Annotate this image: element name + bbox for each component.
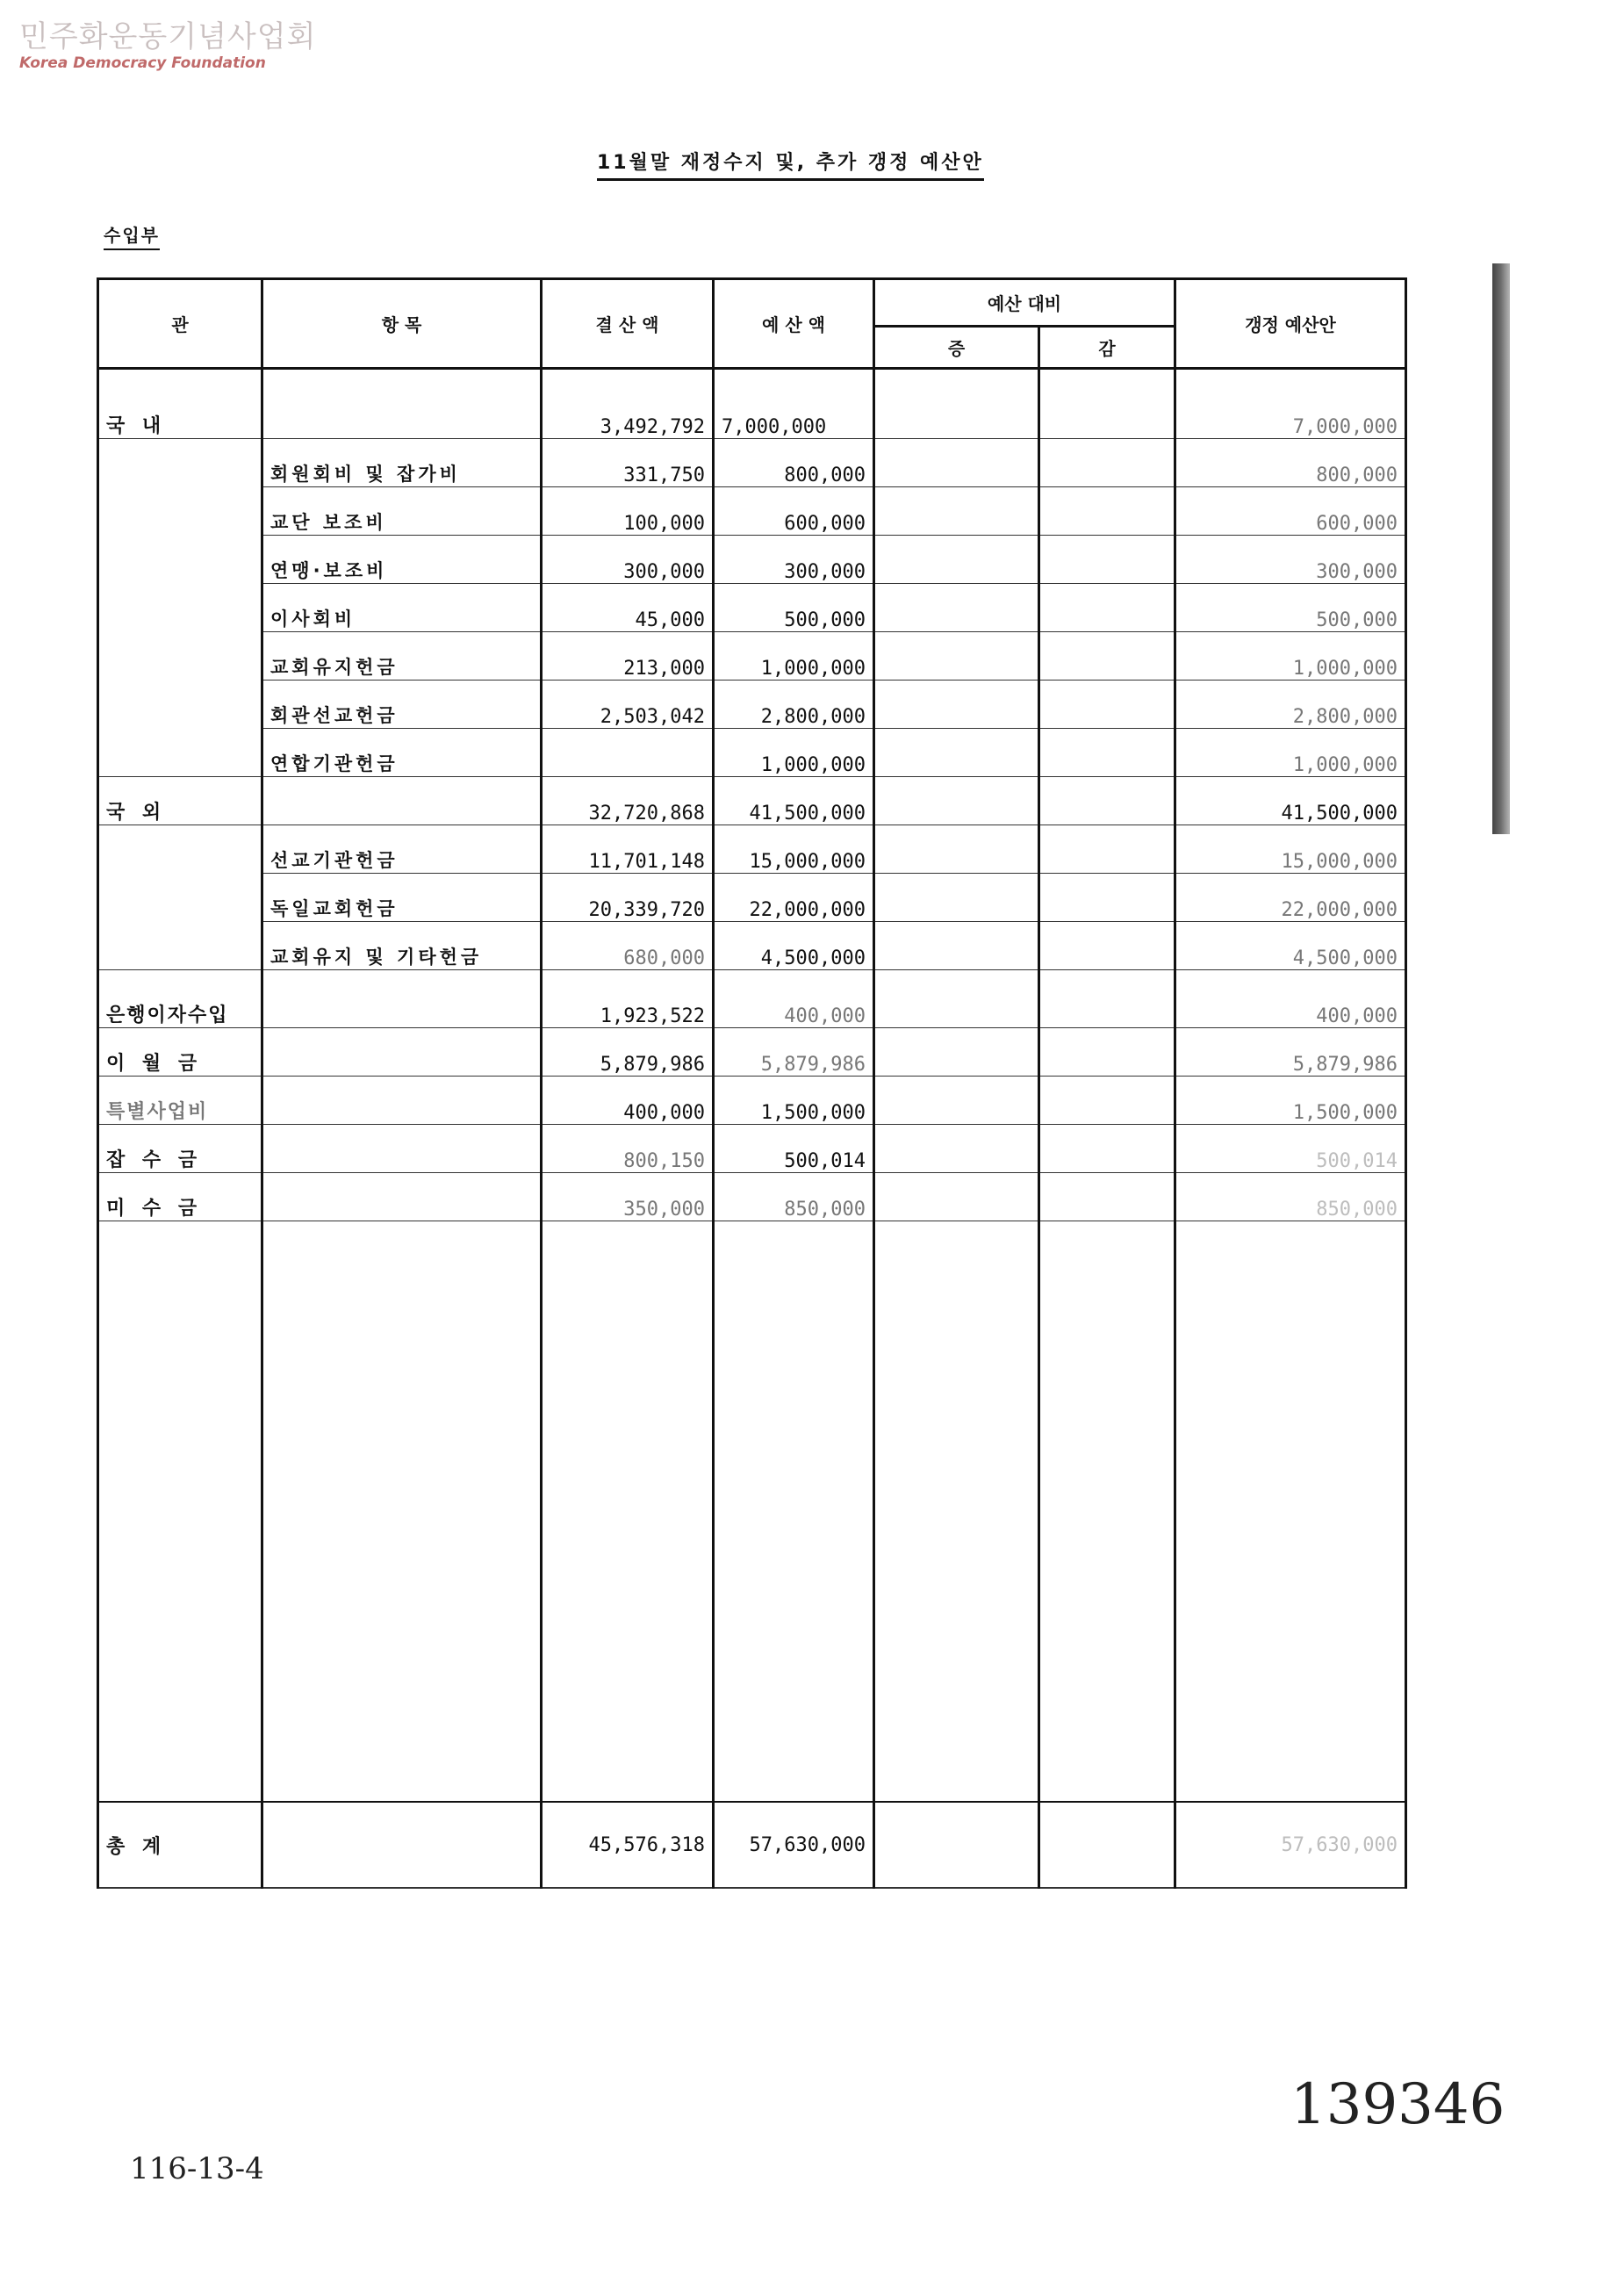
total-increase: [874, 1802, 1039, 1888]
row-budget: 4,500,000: [714, 922, 874, 970]
blank-rows: [98, 1221, 1406, 1803]
row-increase: [874, 874, 1039, 922]
table-row: [98, 487, 1406, 536]
row-increase: [874, 1077, 1039, 1125]
row-revised: 500,014: [1175, 1125, 1406, 1173]
row-settled: 20,339,720: [542, 874, 714, 922]
row-settled: 800,150: [542, 1125, 714, 1173]
row-budget: 800,000: [714, 439, 874, 487]
table-row: [98, 584, 1406, 632]
row-settled: 32,720,868: [542, 777, 714, 825]
row-decrease: [1039, 1125, 1175, 1173]
total-category: 총 계: [98, 1802, 262, 1888]
row-budget: 15,000,000: [714, 825, 874, 874]
header-increase: 증: [874, 327, 1039, 369]
row-category: 국 외: [98, 777, 262, 825]
table-row: [98, 729, 1406, 777]
row-budget: 400,000: [714, 970, 874, 1028]
row-increase: [874, 632, 1039, 681]
header-decrease: 감: [1039, 327, 1175, 369]
scan-edge-mark: [1492, 263, 1510, 834]
row-settled: 2,503,042: [542, 681, 714, 729]
total-decrease: [1039, 1802, 1175, 1888]
row-decrease: [1039, 536, 1175, 584]
document-title: 11월말 재정수지 및, 추가 갱정 예산안: [597, 148, 984, 181]
handwritten-page-number: 139346: [1290, 2072, 1505, 2137]
row-decrease: [1039, 922, 1175, 970]
row-decrease: [1039, 584, 1175, 632]
row-settled: 45,000: [542, 584, 714, 632]
row-item: [262, 369, 542, 439]
row-increase: [874, 1028, 1039, 1077]
row-revised: 4,500,000: [1175, 922, 1406, 970]
row-settled: 1,923,522: [542, 970, 714, 1028]
table-row: [98, 825, 1406, 874]
row-item: [262, 970, 542, 1028]
row-decrease: [1039, 369, 1175, 439]
watermark-korean: 민주화운동기념사업회: [19, 19, 317, 54]
row-category: [98, 487, 262, 536]
row-revised: 600,000: [1175, 487, 1406, 536]
watermark-english: Korea Democracy Foundation: [19, 54, 266, 72]
row-decrease: [1039, 1077, 1175, 1125]
row-decrease: [1039, 487, 1175, 536]
row-decrease: [1039, 1028, 1175, 1077]
row-item: 연합기관헌금: [262, 729, 542, 777]
row-increase: [874, 1125, 1039, 1173]
row-settled: 100,000: [542, 487, 714, 536]
row-increase: [874, 369, 1039, 439]
row-revised: 15,000,000: [1175, 825, 1406, 874]
row-increase: [874, 729, 1039, 777]
row-revised: 2,800,000: [1175, 681, 1406, 729]
table-row: [98, 1028, 1406, 1077]
row-revised: 400,000: [1175, 970, 1406, 1028]
row-settled: 5,879,986: [542, 1028, 714, 1077]
row-item: 독일교회헌금: [262, 874, 542, 922]
row-increase: [874, 970, 1039, 1028]
row-category: [98, 729, 262, 777]
row-category: 미 수 금: [98, 1173, 262, 1221]
row-increase: [874, 777, 1039, 825]
row-revised: 300,000: [1175, 536, 1406, 584]
row-category: [98, 632, 262, 681]
row-revised: 500,000: [1175, 584, 1406, 632]
row-category: 국 내: [98, 369, 262, 439]
row-settled: 400,000: [542, 1077, 714, 1125]
row-settled: 300,000: [542, 536, 714, 584]
total-budget: 57,630,000: [714, 1802, 874, 1888]
row-settled: 350,000: [542, 1173, 714, 1221]
header-settled: 결 산 액: [542, 279, 714, 369]
table-row: [98, 632, 1406, 681]
row-item: 회원회비 및 잡가비: [262, 439, 542, 487]
table-row: [98, 369, 1406, 439]
header-item: 항 목: [262, 279, 542, 369]
row-budget: 500,000: [714, 584, 874, 632]
row-item: [262, 1173, 542, 1221]
row-budget: 7,000,000: [714, 369, 874, 439]
row-category: [98, 439, 262, 487]
table-row: [98, 1173, 1406, 1221]
row-item: [262, 1077, 542, 1125]
row-decrease: [1039, 825, 1175, 874]
row-category: [98, 536, 262, 584]
row-budget: 2,800,000: [714, 681, 874, 729]
total-row: [98, 1802, 1406, 1888]
row-item: 이사회비: [262, 584, 542, 632]
row-category: [98, 874, 262, 922]
row-item: [262, 1125, 542, 1173]
row-category: 이 월 금: [98, 1028, 262, 1077]
row-category: 잡 수 금: [98, 1125, 262, 1173]
table-row: [98, 681, 1406, 729]
table-row: [98, 922, 1406, 970]
row-category: 특별사업비: [98, 1077, 262, 1125]
row-revised: 5,879,986: [1175, 1028, 1406, 1077]
row-item: 교회유지헌금: [262, 632, 542, 681]
row-item: 교회유지 및 기타헌금: [262, 922, 542, 970]
row-settled: 213,000: [542, 632, 714, 681]
budget-table: [97, 277, 1407, 1889]
row-decrease: [1039, 632, 1175, 681]
row-item: 교단 보조비: [262, 487, 542, 536]
header-compare-group: 예산 대비: [874, 279, 1175, 327]
total-item: [262, 1802, 542, 1888]
row-decrease: [1039, 874, 1175, 922]
row-revised: 800,000: [1175, 439, 1406, 487]
header-category: 관: [98, 279, 262, 369]
header-revised: 갱정 예산안: [1175, 279, 1406, 369]
row-increase: [874, 681, 1039, 729]
row-category: [98, 584, 262, 632]
section-label: 수입부: [104, 221, 160, 250]
row-increase: [874, 1173, 1039, 1221]
row-revised: 7,000,000: [1175, 369, 1406, 439]
row-budget: 600,000: [714, 487, 874, 536]
total-settled: 45,576,318: [542, 1802, 714, 1888]
row-decrease: [1039, 777, 1175, 825]
row-item: 선교기관헌금: [262, 825, 542, 874]
row-decrease: [1039, 439, 1175, 487]
table-row: [98, 1077, 1406, 1125]
row-budget: 300,000: [714, 536, 874, 584]
table-row: [98, 1125, 1406, 1173]
row-decrease: [1039, 1173, 1175, 1221]
table-row: [98, 874, 1406, 922]
row-category: [98, 825, 262, 874]
row-revised: 850,000: [1175, 1173, 1406, 1221]
row-decrease: [1039, 681, 1175, 729]
handwritten-file-reference: 116-13-4: [130, 2151, 264, 2186]
row-decrease: [1039, 729, 1175, 777]
row-increase: [874, 584, 1039, 632]
row-decrease: [1039, 970, 1175, 1028]
row-category: [98, 922, 262, 970]
table-row: [98, 970, 1406, 1028]
table-row: [98, 536, 1406, 584]
row-increase: [874, 825, 1039, 874]
row-settled: 680,000: [542, 922, 714, 970]
row-budget: 5,879,986: [714, 1028, 874, 1077]
row-item: 회관선교헌금: [262, 681, 542, 729]
table-row: [98, 439, 1406, 487]
row-budget: 500,014: [714, 1125, 874, 1173]
row-settled: 331,750: [542, 439, 714, 487]
row-increase: [874, 487, 1039, 536]
total-revised: 57,630,000: [1175, 1802, 1406, 1888]
row-increase: [874, 922, 1039, 970]
row-budget: 1,500,000: [714, 1077, 874, 1125]
row-revised: 1,000,000: [1175, 632, 1406, 681]
row-revised: 22,000,000: [1175, 874, 1406, 922]
row-item: [262, 1028, 542, 1077]
row-revised: 41,500,000: [1175, 777, 1406, 825]
row-settled: [542, 729, 714, 777]
row-budget: 41,500,000: [714, 777, 874, 825]
row-budget: 850,000: [714, 1173, 874, 1221]
row-revised: 1,000,000: [1175, 729, 1406, 777]
row-budget: 22,000,000: [714, 874, 874, 922]
row-budget: 1,000,000: [714, 632, 874, 681]
row-category: [98, 681, 262, 729]
row-budget: 1,000,000: [714, 729, 874, 777]
row-increase: [874, 439, 1039, 487]
table-row: [98, 777, 1406, 825]
row-settled: 11,701,148: [542, 825, 714, 874]
row-settled: 3,492,792: [542, 369, 714, 439]
header-budget: 예 산 액: [714, 279, 874, 369]
row-item: [262, 777, 542, 825]
row-item: 연맹·보조비: [262, 536, 542, 584]
row-revised: 1,500,000: [1175, 1077, 1406, 1125]
row-category: 은행이자수입: [98, 970, 262, 1028]
row-increase: [874, 536, 1039, 584]
